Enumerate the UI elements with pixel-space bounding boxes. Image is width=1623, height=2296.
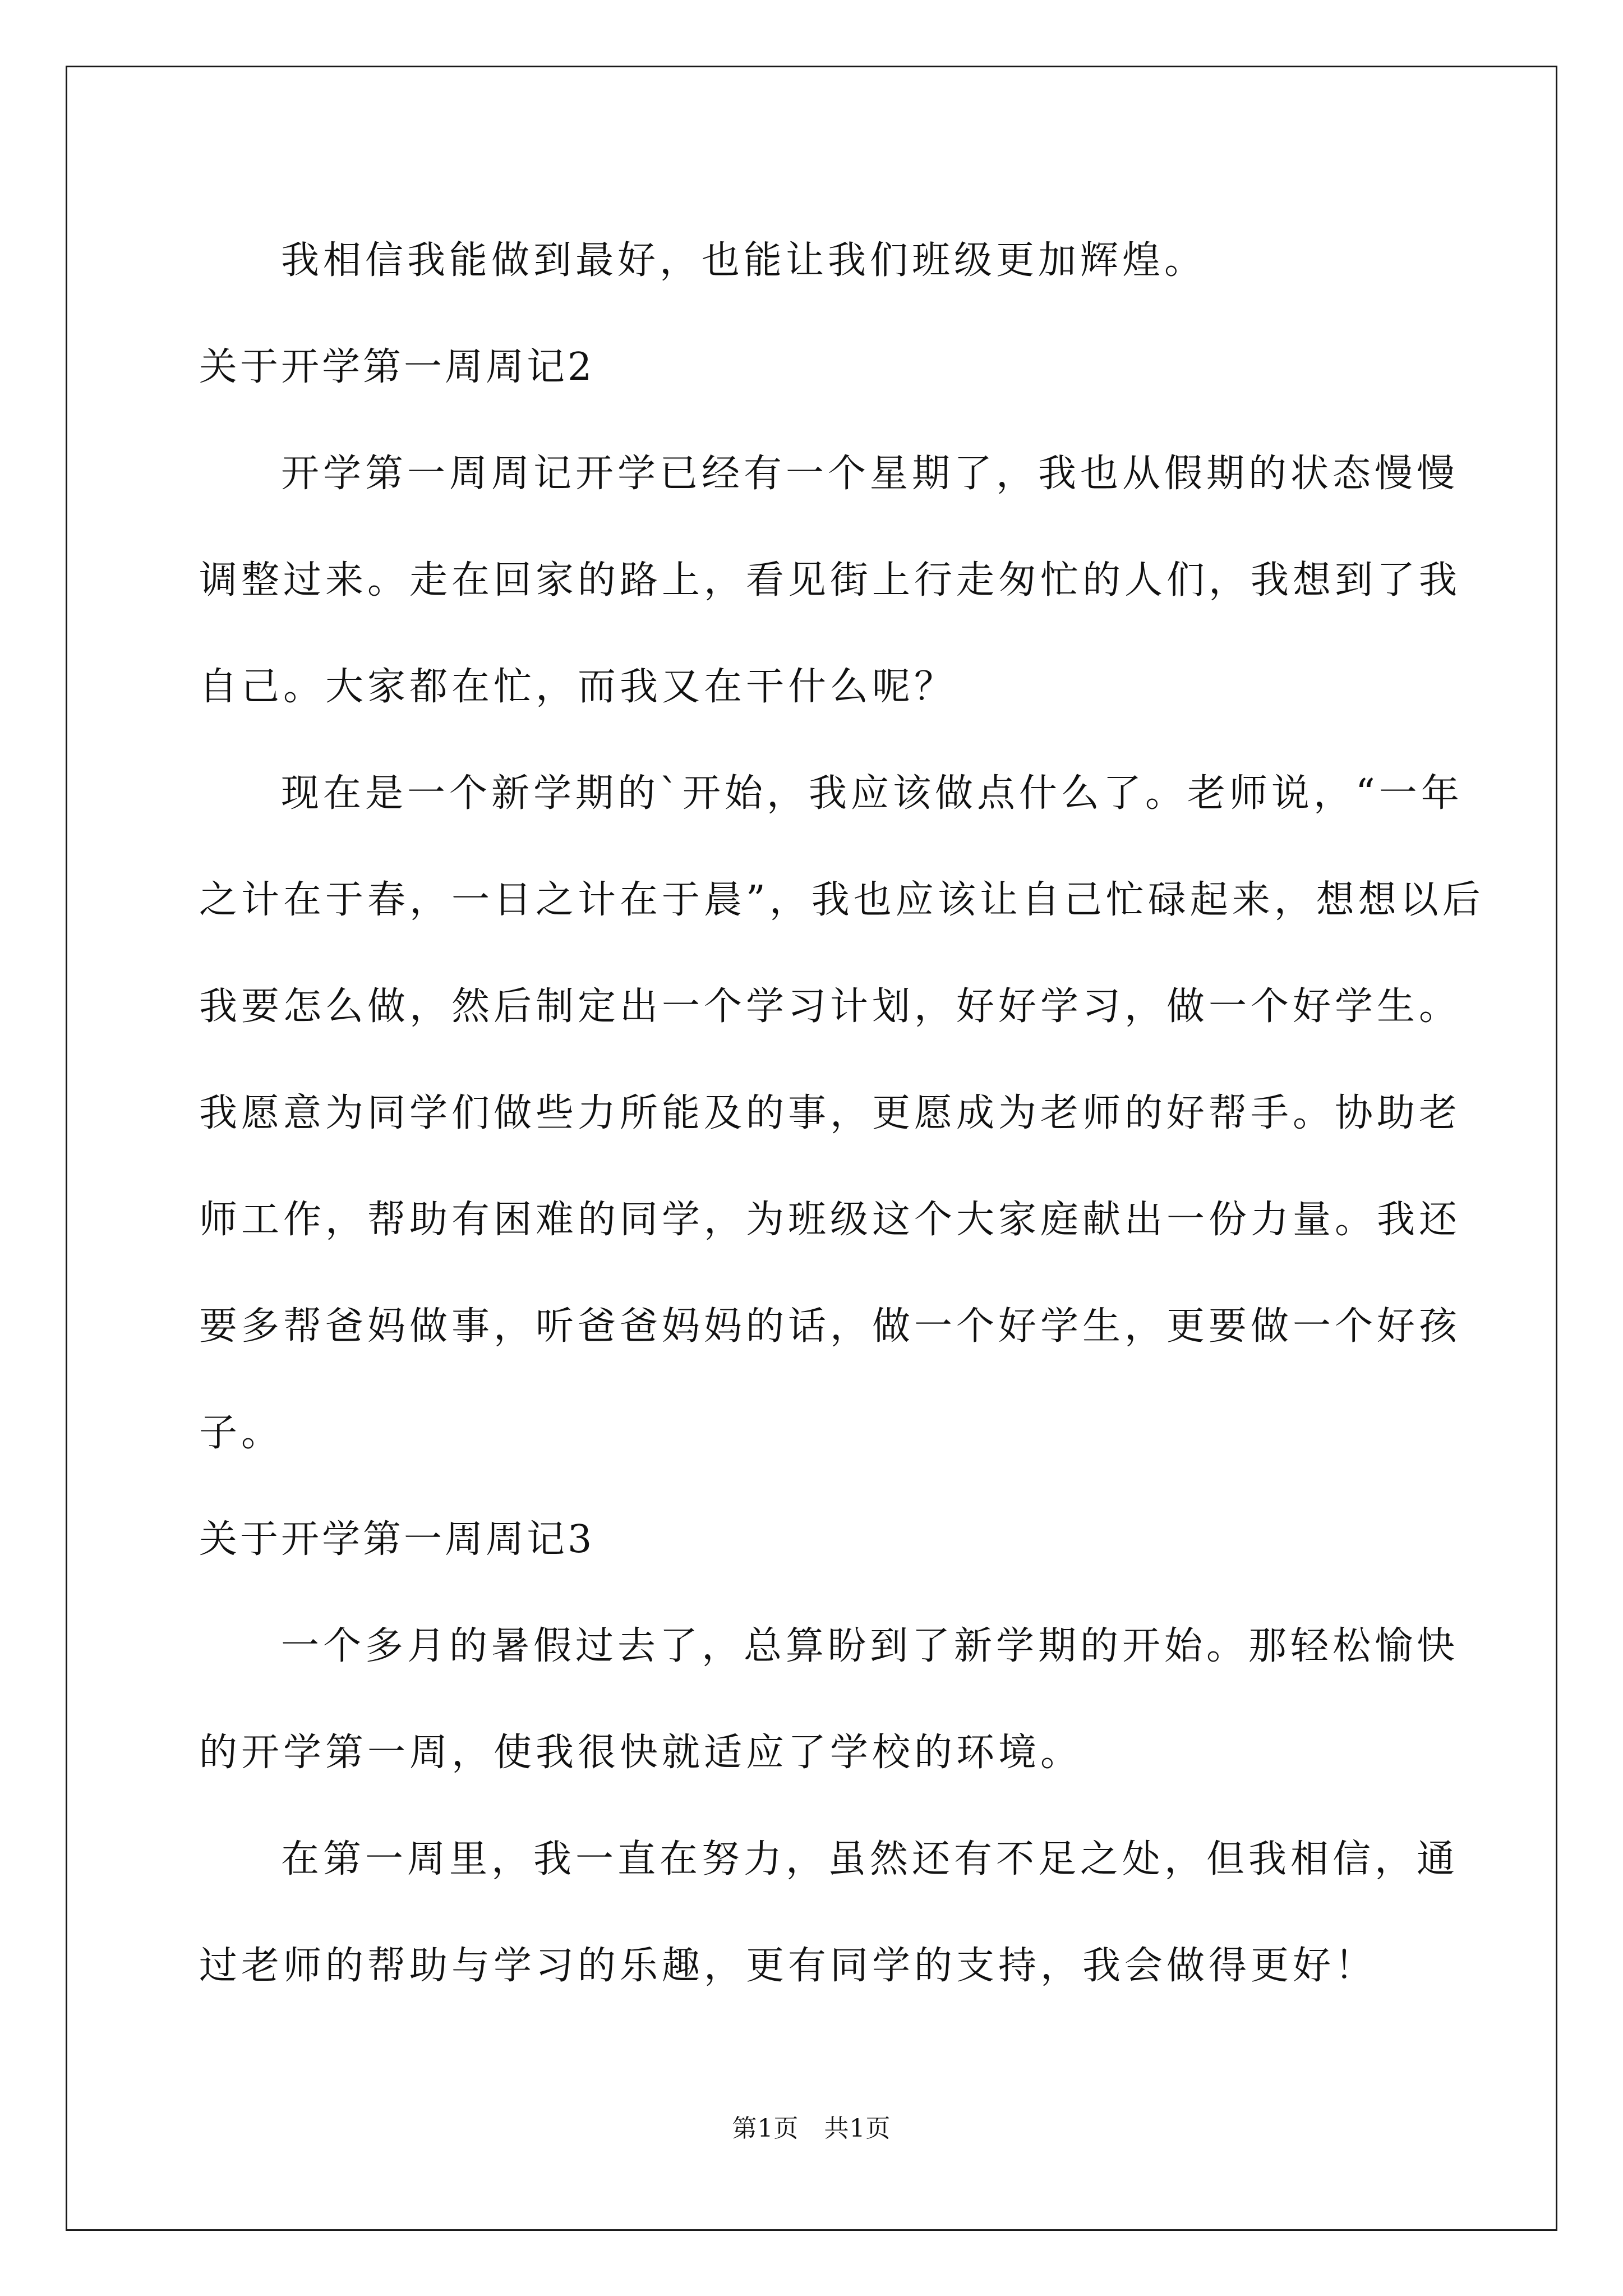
section-heading: 关于开学第一周周记3 bbox=[199, 1517, 595, 1562]
paragraph-line: 调整过来。走在回家的路上，看见街上行走匆忙的人们，我想到了我 bbox=[199, 558, 1461, 602]
page-number-footer: 第1页 共1页 bbox=[732, 2114, 891, 2143]
paragraph-line: 在第一周里，我一直在努力，虽然还有不足之处，但我相信，通 bbox=[281, 1837, 1459, 1881]
paragraph-line: 我要怎么做，然后制定出一个学习计划，好好学习，做一个好学生。 bbox=[199, 984, 1461, 1029]
paragraph-line: 子。 bbox=[199, 1411, 284, 1455]
paragraph-line: 一个多月的暑假过去了，总算盼到了新学期的开始。那轻松愉快 bbox=[281, 1624, 1459, 1668]
paragraph-line: 要多帮爸妈做事，听爸爸妈妈的话，做一个好学生，更要做一个好孩 bbox=[199, 1304, 1461, 1349]
paragraph-line: 自己。大家都在忙，而我又在干什么呢？ bbox=[199, 665, 957, 709]
paragraph-line: 的开学第一周，使我很快就适应了学校的环境。 bbox=[199, 1731, 1083, 1775]
section-heading: 关于开学第一周周记2 bbox=[199, 345, 595, 389]
paragraph-line: 过老师的帮助与学习的乐趣，更有同学的支持，我会做得更好！ bbox=[199, 1944, 1377, 1988]
paragraph-line: 我相信我能做到最好，也能让我们班级更加辉煌。 bbox=[281, 238, 1207, 283]
paragraph-line: 之计在于春，一日之计在于晨”，我也应该让自己忙碌起来，想想以后 bbox=[199, 878, 1484, 922]
paragraph-line: 开学第一周周记开学已经有一个星期了，我也从假期的状态慢慢 bbox=[281, 452, 1459, 496]
paragraph-line: 现在是一个新学期的`开始，我应该做点什么了。老师说，“一年 bbox=[281, 771, 1463, 816]
paragraph-line: 我愿意为同学们做些力所能及的事，更愿成为老师的好帮手。协助老 bbox=[199, 1091, 1461, 1135]
document-body bbox=[199, 208, 1484, 2019]
paragraph-line: 师工作，帮助有困难的同学，为班级这个大家庭献出一份力量。我还 bbox=[199, 1198, 1461, 1242]
